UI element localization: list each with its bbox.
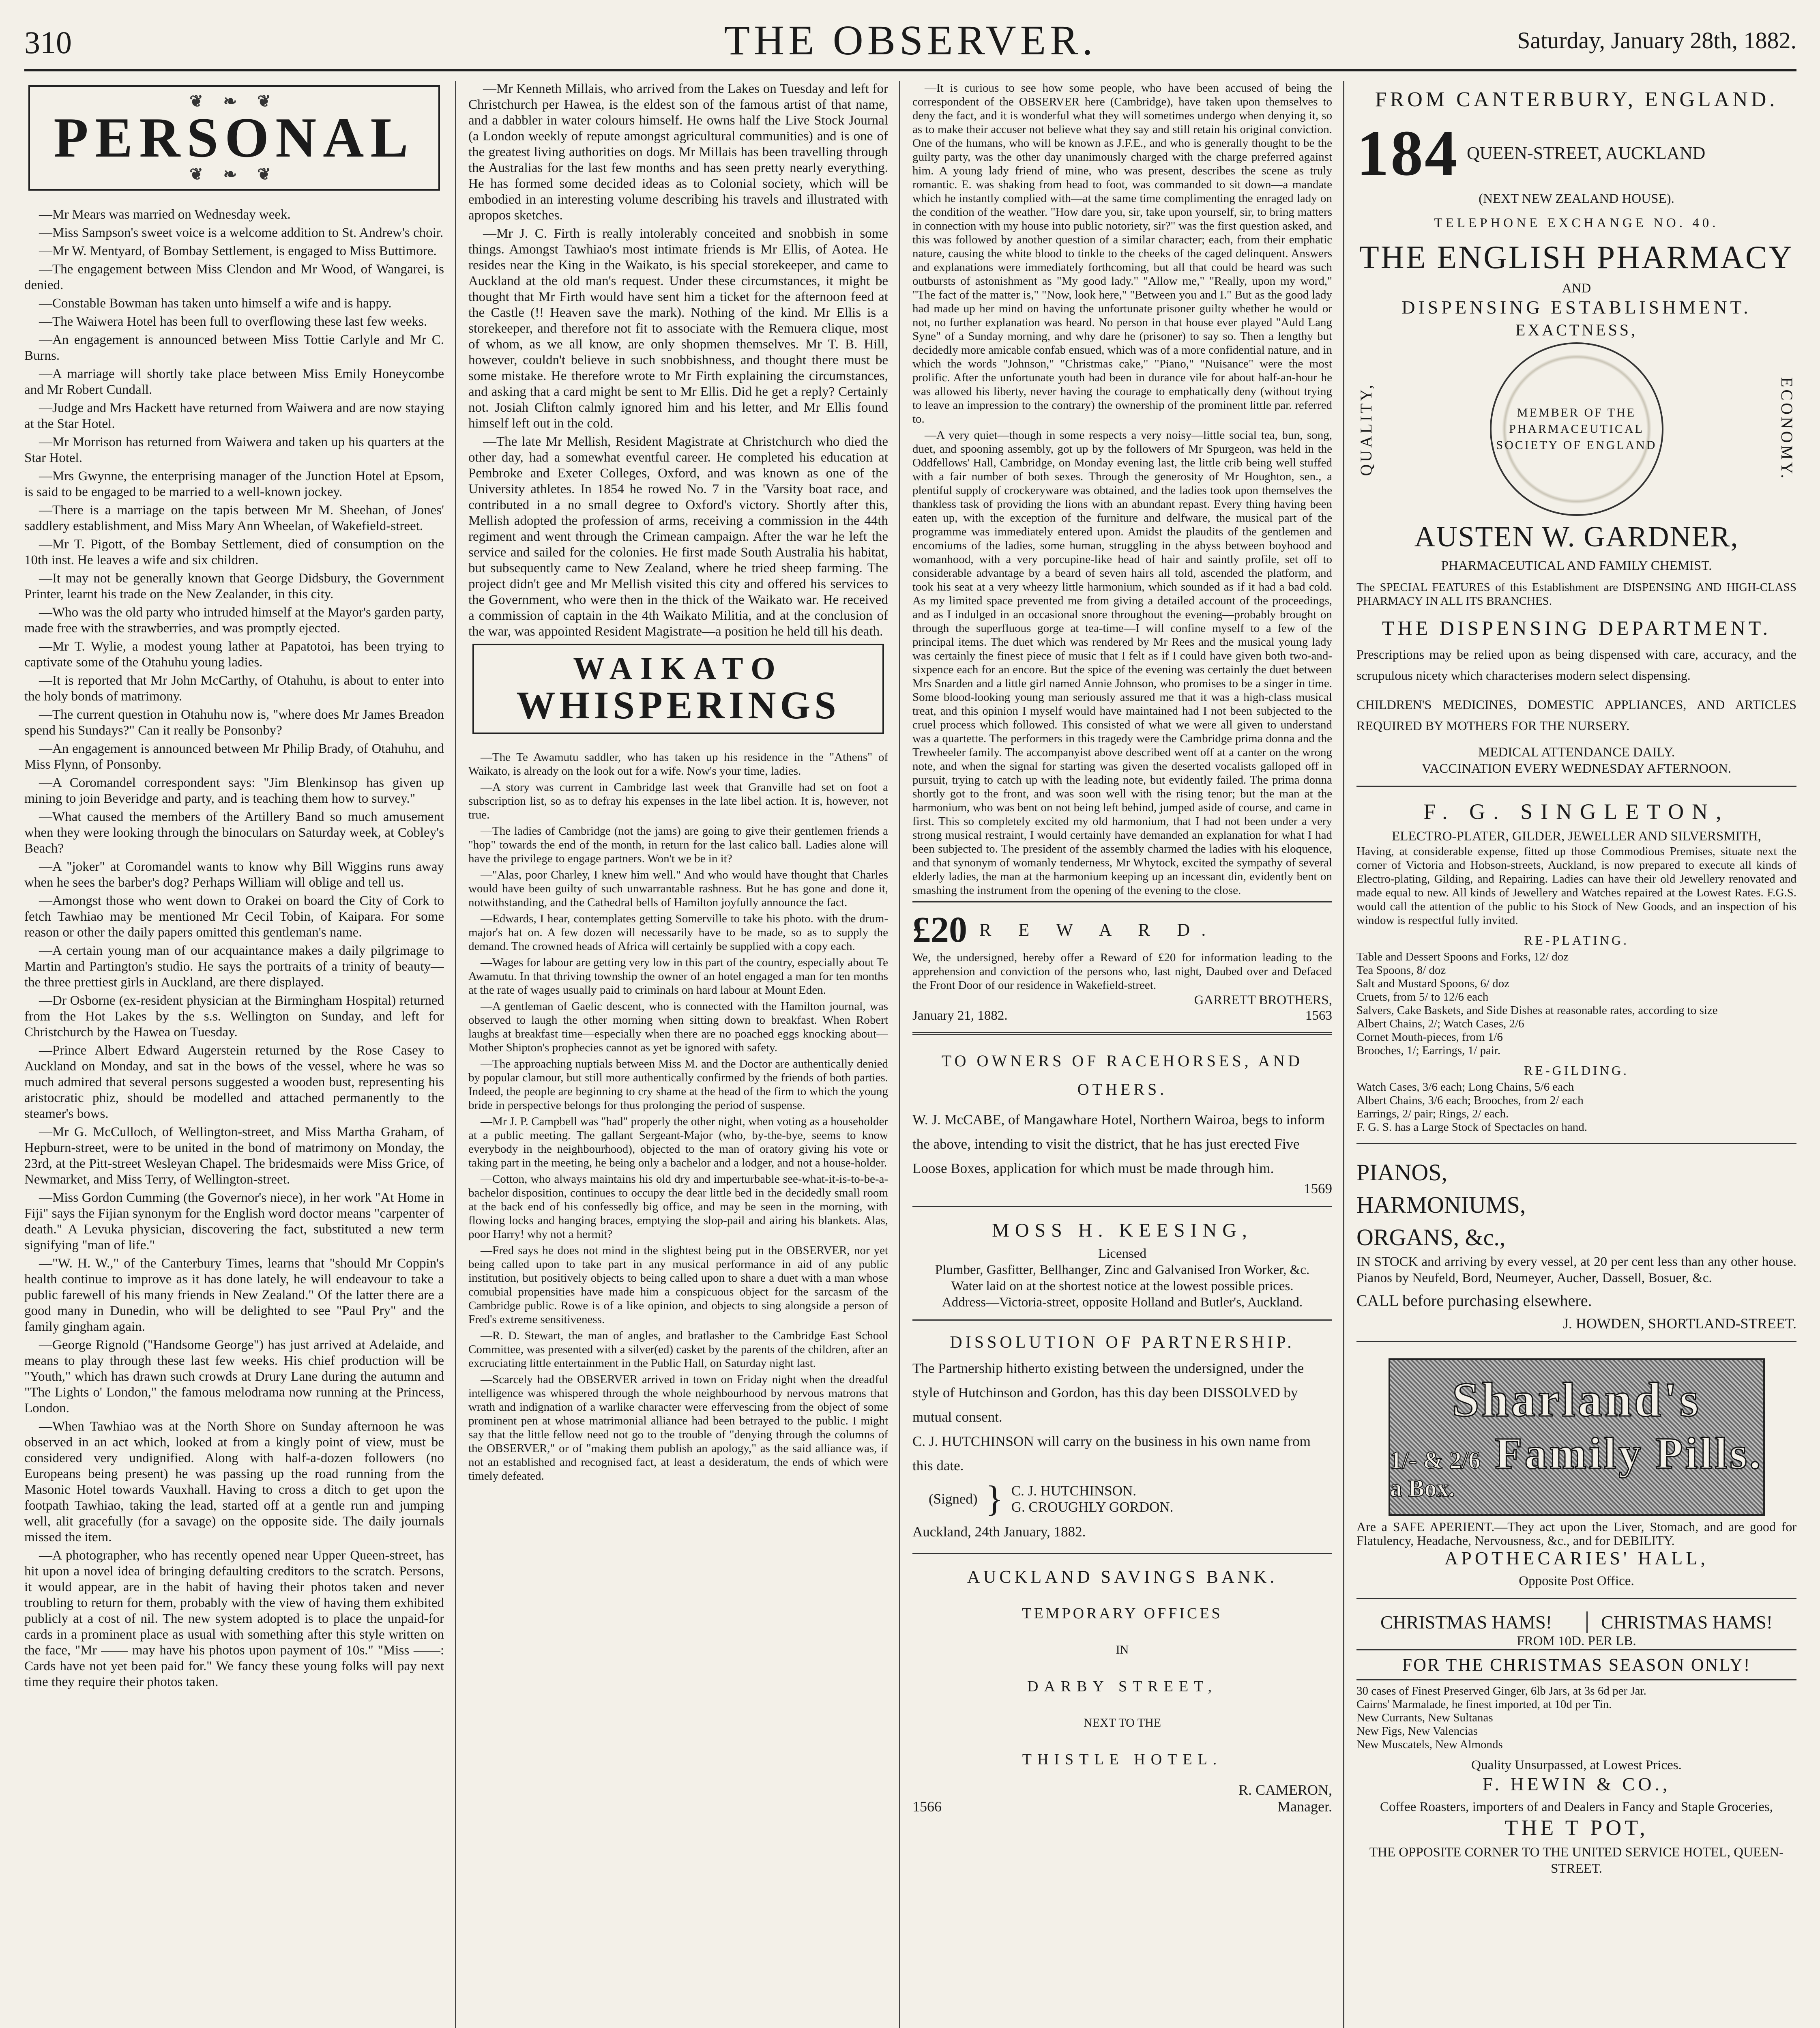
savings-line4: NEXT TO THE: [1083, 1716, 1161, 1729]
savings-line2: IN: [1116, 1643, 1129, 1656]
personal-paragraph: —Prince Albert Edward Augerstein returned by the Rose Casey to Auckland on Monday, and sat in the bows of the vessel, where he was so much admired that several persons suggested a wooden bust, representing his aristocratic phiz, should be modelled and attached permanently to the steamer's bows.: [24, 1043, 444, 1121]
replating-item: Salt and Mustard Spoons, 6/ doz: [1356, 977, 1509, 990]
dissolution-continuation: C. J. HUTCHINSON will carry on the business in his own name from this date.: [912, 1433, 1311, 1474]
pills-pills: Pills.: [1655, 1429, 1763, 1478]
personal-paragraph: —Mr T. Pigott, of the Bombay Settlement, died of consumption on the 10th inst. He leaves a wife and six children.: [24, 537, 444, 567]
regilding-item: F. G. S. has a Large Stock of Spectacles on hand.: [1356, 1121, 1587, 1134]
savings-line5: THISTLE HOTEL.: [1022, 1751, 1223, 1768]
dissolution-sig2: G. CROUGHLY GORDON.: [1011, 1499, 1174, 1515]
savings-manager-name: R. CAMERON,: [1238, 1782, 1332, 1798]
personal-paragraph: —Mr Morrison has returned from Waiwera and taken up his quarters at the Star Hotel.: [24, 435, 444, 465]
savings-line3: DARBY STREET,: [1027, 1678, 1218, 1695]
christmas-price: FROM 10D. PER LB.: [1517, 1634, 1636, 1648]
christmas-item: New Muscatels, New Almonds: [1356, 1738, 1503, 1751]
pharmacy-street: QUEEN-STREET, AUCKLAND: [1467, 143, 1706, 163]
racehorse-number: 1569: [1304, 1181, 1332, 1197]
personal-paragraph: —It may not be generally known that George Didsbury, the Government Printer, learnt his trade on the New Zealander, in this city.: [24, 571, 444, 602]
pharmacy-dispensing: DISPENSING ESTABLISHMENT.: [1401, 297, 1751, 318]
pharmacy-economy: ECONOMY.: [1778, 377, 1796, 481]
christmas-trade: Coffee Roasters, importers of and Dealers in Fancy and Staple Groceries,: [1380, 1800, 1773, 1814]
pharmacy-children: CHILDREN'S MEDICINES, DOMESTIC APPLIANCES, AND ARTICLES REQUIRED BY MOTHERS FOR THE NURSERY.: [1356, 697, 1796, 733]
replating-item: Brooches, 1/; Earrings, 1/ pair.: [1356, 1044, 1501, 1057]
reward-body: We, the undersigned, hereby offer a Reward of £20 for information leading to the apprehension and conviction of the persons who, last night, Daubed over and Defaced the Front Door of our residence in Wakefield-street.: [912, 951, 1332, 992]
replating-item: Salvers, Cake Baskets, and Side Dishes at reasonable rates, according to size: [1356, 1004, 1718, 1017]
personal-paragraph: —Mr J. C. Firth is really intolerably conceited and snobbish in some things. Amongst Tawhiao's most intimate friends is Mr Ellis, of Aotea. He resides near the King in the Waikato, is his special storekeeper, and came to Auckland at the old man's request. Under these circumstances, it might be thought that Mr Firth would have sent him a ticket for the afternoon feed at the Castle (!! Heaven save the mark). Nothing of the kind. Mr Ellis is a storekeeper, and therefore not fit to associate with the Remuera clique, most of whom, as we all know, are only shopmen themselves. Mr T. B. Hill, however, couldn't believe in such snobbishness, and thought there must be some mistake. He therefore wrote to Mr Firth explaining the circumstances, and asking that a card might be sent to Mr Ellis. Did he get a reply? Certainly not. Josiah Clifton calmly ignored him and his letter, and Mr Ellis found himself left out in the cold.: [468, 226, 888, 431]
dissolution-body: The Partnership hitherto existing between the undersigned, under the style of Hutchinson and Gordon, has this day been DISSOLVED by mutual consent.: [912, 1360, 1304, 1425]
replating-item: Tea Spoons, 8/ doz: [1356, 964, 1446, 977]
dissolution-ad: [912, 1326, 1332, 1554]
waikato-paragraph: —Scarcely had the OBSERVER arrived in town on Friday night when the dreadful intelligence was whispered through the whole neighbourhood by nervous matrons that wrath and indignation of a warlike character were effervescing from the object of some prominent pen at whose matrimonial alliance had been betrayed to the public. I might say that the little fellow need not go to the trouble of "denying through the columns of the OBSERVER," or of "making them publish an apology," as the said alliance was, if not an established and recognised fact, at least a desideratum, the ends of which were timely defeated.: [468, 1373, 888, 1482]
dissolution-sig1: C. J. HUTCHINSON.: [1011, 1482, 1136, 1499]
waikato-paragraph: —The Te Awamutu saddler, who has taken up his residence in the "Athens" of Waikato, is already on the look out for a wife. Now's your time, ladies.: [468, 750, 888, 778]
personal-heading: [28, 85, 440, 191]
dissolution-date: Auckland, 24th January, 1882.: [912, 1524, 1086, 1540]
reward-number: 1563: [1305, 1008, 1332, 1023]
personal-paragraph: —Mr T. Wylie, a modest young lather at Papatotoi, has been trying to captivate some of the Otahuhu young ladies.: [24, 639, 444, 670]
column-rule: [1343, 81, 1344, 2028]
christmas-items: [1356, 1684, 1796, 1751]
christmas-season: FOR THE CHRISTMAS SEASON ONLY!: [1356, 1649, 1796, 1680]
pianos-body: IN STOCK and arriving by every vessel, at 20 per cent less than any other house. Pianos by Neufeld, Bord, Neumeyer, Aucher, Dassell, Bosuer, &c.: [1356, 1255, 1796, 1285]
savings-heading: AUCKLAND SAVINGS BANK.: [967, 1567, 1278, 1587]
waikato-paragraph: —A story was current in Cambridge last week that Granville had set on foot a subscription list, so as to defray his expenses in the late libel action. It is, however, not true.: [468, 780, 888, 821]
waikato-paragraph: —The ladies of Cambridge (not the jams) are going to give their gentlemen friends a "hop" towards the end of the month, in return for the last calico ball. Ladies alone will have the privilege to engage partners. Won't we be in it?: [468, 824, 888, 865]
pharmacy-seal-icon: [1490, 342, 1663, 516]
waikato-heading-line2: WHISPERINGS: [516, 683, 840, 727]
brace-icon: }: [985, 1479, 1003, 1519]
pianos-line1: PIANOS,: [1356, 1159, 1447, 1186]
personal-paragraph: —"W. H. W.," of the Canterbury Times, learns that "should Mr Coppin's health continue to improve as it has done lately, he will endeavour to take a public farewell of his many friends in New Zealand." Of the latter there are a good many in Dunedin, who will be delighted to see "Paul Pry" and the family gingham again.: [24, 1256, 444, 1334]
keesing-notice: Water laid on at the shortest notice at the lowest possible prices.: [951, 1279, 1294, 1293]
personal-paragraph: —Mr Kenneth Millais, who arrived from the Lakes on Tuesday and left for Christchurch per Hawea, is the eldest son of the famous artist of that name, and a dabbler in water colours himself. He owns half the Live Stock Journal (a London weekly of repute amongst agricultural communities) and is one of the greatest living authorities on dogs. Mr Millais has been travelling through the Australias for the last few months and has seen pretty nearly everything. He has formed some decided ideas as to Colonial society, which will be embodied in an interesting volume describing his travels and illustrated with apropos sketches.: [468, 82, 888, 223]
waikato-paragraph: —It is curious to see how some people, who have been accused of being the correspondent of the OBSERVER here (Cambridge), have taken upon themselves to deny the fact, and it is wonderful what they will sometimes undergo when denying it, so as to make their accuser not believe what they say and still retain his original conviction. One of the humans, who will be known as J.F.E., and who is generally thought to be the guilty party, was the other day unanimously charged with the charge preferred against him. A young lady friend of mine, who was present, describes the scene as truly romantic. E. was shaking from head to foot, was commanded to sit down—a mandate which he instantly complied with—at the same time complimenting the enraged lady on the condition of the weather. "How dare you, sir, take upon yourself, sir, to bring matters in connection with my house into public notoriety, sir?" was the first question asked, and this was followed by another question of a similar character; each, from their emphatic nature, causing the white blood to tinkle to the cheeks of the caged delinquent. Answers and explanations were immediately forthcoming, but all that could be heard was such outbursts of astonishment as "My good lady." "Allow me," "Really, upon my word," "The fact of the matter is," "Now, look here," "Between you and I." But as the good lady had made up her mind on having the unfortunate prisoner guilty whether he would or not, no further explanation was heard. No person in that house ever played "Auld Lang Syne" of a Sunday morning, and why dare he (prisoner) to say so. Then a lengthy but decidedly more amicable confab ensued, which was of a more confidential nature, and in which the words "Johnson," "Christmas cake," "Piano," "Nuisance" were the most prolific. After the unfortunate youth had been in durance vile for about half-an-hour he was allowed his liberty, never having the courage to emphatically deny (without trying to leave an impression to the contrary) the ownership of the prominent little par. referred to.: [912, 82, 1332, 425]
pharmacy-exactness: EXACTNESS,: [1515, 321, 1638, 339]
personal-paragraph: —A photographer, who has recently opened near Upper Queen-street, has hit upon a novel idea of bringing defaulting creditors to the scratch. Persons, it would appear, are in the habit of having their photos taken and never troubling to return for them, probably with the view of having them exhibited publicly at a cost of nil. The new system adopted is to place the unpaid-for cards in a prominent place as usual with something after this style written on the face, "Mr —— may have his photos upon payment of 10s." "Miss ——: Cards have not yet been paid for." We fancy these young folks will pay next time they require their photos taken.: [24, 1548, 444, 1689]
pharmacy-ad: [1356, 81, 1796, 787]
waikato-paragraph: —"Alas, poor Charley, I knew him well." And who would have thought that Charles would have been guilty of such unwarrantable rashness. But he has gone and done it, notwithstanding, and the Cathedral bells of Hamilton joyfully announce the fact.: [468, 868, 888, 909]
savings-ad: [912, 1560, 1332, 1824]
paper-title: THE OBSERVER.: [724, 17, 1097, 64]
singleton-regilding-title: RE-GILDING.: [1524, 1063, 1629, 1078]
pharmacy-and: AND: [1562, 281, 1591, 296]
personal-paragraph: —Constable Bowman has taken unto himself a wife and is happy.: [39, 296, 392, 311]
pills-shop: APOTHECARIES' HALL,: [1444, 1548, 1708, 1568]
personal-paragraph: —A Coromandel correspondent says: "Jim Blenkinsop has given up mining to join Beveridge and party, and is teaching them how to survey.": [24, 776, 444, 806]
column-rule: [899, 81, 900, 2028]
pharmacy-medical: MEDICAL ATTENDANCE DAILY.: [1478, 745, 1675, 760]
christmas-left: CHRISTMAS HAMS!: [1380, 1612, 1552, 1633]
waikato-paragraph: —Wages for labour are getting very low in this part of the country, especially about Te Awamutu. In that thriving township the owner of an hotel engaged a man for ten months at the rate of wages usually paid to criminals on hard labour at Mount Eden.: [468, 956, 888, 997]
waikato-heading-line1: WAIKATO: [573, 651, 783, 686]
personal-paragraph: —An engagement is announced between Mr Philip Brady, of Otahuhu, and Miss Flynn, of Ponsonby.: [24, 741, 444, 772]
replating-item: Albert Chains, 2/; Watch Cases, 2/6: [1356, 1017, 1524, 1030]
pharmacy-next: (NEXT NEW ZEALAND HOUSE).: [1479, 191, 1674, 206]
christmas-ad: [1356, 1605, 1796, 1886]
pianos-signature: J. HOWDEN, SHORTLAND-STREET.: [1562, 1315, 1796, 1332]
masthead: [24, 8, 1796, 71]
reward-date: January 21, 1882.: [912, 1008, 1008, 1023]
waikato-paragraph: —Fred says he does not mind in the slightest being put in the OBSERVER, nor yet being called upon to take part in any musical performance in aid of any public institution, but positively objects to being called upon to share a duet with a man whose comubial propensities have made him a conspicuous object for the sarcasm of the Cambridge public. Rowe is of a like opinion, and objects to sing alongside a person of Fred's extreme sensitiveness.: [468, 1244, 888, 1326]
pills-body: Are a SAFE APERIENT.—They act upon the Liver, Stomach, and are good for Flatulency, Headache, Nervousness, &c., and for DEBILITY.: [1356, 1519, 1796, 1548]
waikato-paragraph: —The approaching nuptials between Miss M. and the Doctor are authentically denied by popular clamour, but still more authentically confirmed by the friends of both parties. Indeed, the people are beginning to cry shame at the head of the firm to which the young bride in perspective belongs for thus prolonging the period of suspense.: [468, 1057, 888, 1112]
savings-manager-title: Manager.: [1277, 1798, 1332, 1815]
pharmacy-vaccination: VACCINATION EVERY WEDNESDAY AFTERNOON.: [1421, 761, 1732, 776]
personal-paragraph: —An engagement is announced between Miss Tottie Carlyle and Mr C. Burns.: [24, 333, 444, 363]
personal-paragraph: —Judge and Mrs Hackett have returned from Waiwera and are now staying at the Star Hotel.: [24, 401, 444, 431]
personal-paragraph: —It is reported that Mr John McCarthy, of Otahuhu, is about to enter into the holy bonds of matrimony.: [24, 673, 444, 704]
personal-paragraph: —Mr W. Mentyard, of Bombay Settlement, is engaged to Miss Buttimore.: [39, 244, 437, 258]
keesing-trades: Plumber, Gasfitter, Bellhanger, Zinc and Galvanised Iron Worker, &c.: [935, 1263, 1310, 1277]
waikato-paragraph: —Edwards, I hear, contemplates getting Somerville to take his photo. with the drum-major's hat on. A few dozen will necessarily have to be made, so as to supply the demand. The crowned heads of Africa will certainly be supplied with a copy each.: [468, 912, 888, 953]
singleton-body: Having, at considerable expense, fitted up those Commodious Premises, situate next the corner of Victoria and Hobson-streets, Auckland, is now prepared to execute all kinds of Electro-plating, Gilding, and Repairing. Ladies can have their old Jewellery renovated and made equal to new. All kinds of Jewellery and Watches repaired at the Lowest Rates. F.G.S. would call the attention of the public to his Stock of New Goods, and an inspection of his window is respectful fully invited.: [1356, 845, 1796, 927]
waikato-paragraph: —A gentleman of Gaelic descent, who is connected with the Hamilton journal, was observed to laugh the other morning when sitting down to breakfast. When Robert laughs at breakfast time—especially when there are no poached eggs knocking about—Mother Shipton's prophecies cannot as yet be ignored with safety.: [468, 999, 888, 1054]
christmas-quality: Quality Unsurpassed, at Lowest Prices.: [1471, 1758, 1682, 1772]
singleton-ad: [1356, 793, 1796, 1144]
waikato-heading: [472, 644, 884, 734]
flourish-icon: ❦ ❧ ❦: [189, 165, 279, 183]
personal-paragraph: —Dr Osborne (ex-resident physician at the Birmingham Hospital) returned from the Hot Lakes by the s.s. Wellington on Sunday, and left for Christchurch by the Hawea on Tuesday.: [24, 993, 444, 1040]
christmas-pot: THE T POT,: [1505, 1815, 1648, 1840]
savings-number: 1566: [912, 1798, 942, 1815]
pharmacy-features: The SPECIAL FEATURES of this Establishment are DISPENSING AND HIGH-CLASS PHARMACY IN ALL ITS BRANCHES.: [1356, 581, 1796, 608]
pharmacy-proprietor-title: PHARMACEUTICAL AND FAMILY CHEMIST.: [1441, 559, 1712, 573]
personal-paragraph: —The engagement between Miss Clendon and Mr Wood, of Wangarei, is denied.: [24, 262, 444, 292]
sharlands-pills-logo: [1389, 1358, 1765, 1516]
pharmacy-seal-text: MEMBER OF THE PHARMACEUTICAL SOCIETY OF ENGLAND: [1496, 406, 1657, 452]
reward-amount: £20: [912, 910, 967, 950]
replating-item: Table and Dessert Spoons and Forks, 12/ doz: [1356, 950, 1569, 963]
pills-brand: Sharland's: [1452, 1373, 1701, 1426]
pharmacy-dept-heading: THE DISPENSING DEPARTMENT.: [1382, 617, 1771, 639]
page-number: 310: [24, 25, 72, 60]
pharmacy-dept-body: Prescriptions may be relied upon as being dispensed with care, accuracy, and the scrupulous nicety which characterises modern select dispensing.: [1356, 647, 1796, 683]
pharmacy-name: THE ENGLISH PHARMACY: [1359, 240, 1794, 275]
pharmacy-number: 184: [1356, 117, 1459, 189]
replating-item: Cruets, from 5/ to 12/6 each: [1356, 990, 1489, 1003]
singleton-subtitle: ELECTRO-PLATER, GILDER, JEWELLER AND SILVERSMITH,: [1392, 829, 1761, 844]
christmas-item: New Currants, New Sultanas: [1356, 1711, 1493, 1724]
pharmacy-proprietor: AUSTEN W. GARDNER,: [1414, 520, 1739, 553]
regilding-item: Albert Chains, 3/6 each; Brooches, from 2/ each: [1356, 1094, 1584, 1107]
waikato-paragraphs: [468, 750, 888, 1483]
column-personal: [24, 81, 444, 2028]
keesing-name: MOSS H. KEESING,: [992, 1220, 1253, 1241]
waikato-paragraph: —R. D. Stewart, the man of angles, and bratlasher to the Cambridge East School Committee, was presented with a silver(ed) casket by the parents of the children, after an excruciating little entertainment in the Public Hall, on Saturday night last.: [468, 1329, 888, 1370]
personal-paragraph: —The late Mr Mellish, Resident Magistrate at Christchurch who died the other day, had a somewhat eventful career. He completed his education at Pembroke and Exeter Colleges, Oxford, and was known as one of the University athletes. In 1854 he rowed No. 7 in the 'Varsity boat race, and contributed in a no small degree to Oxford's victory. Shortly after this, Mellish adopted the profession of arms, receiving a commission in the 44th regiment and went through the Crimean campaign. After the war he left the service and sailed for the colonies. He first made South Australia his habitat, but subsequently came to New Zealand, where he tried sheep farming. The project didn't gee and Mr Mellish visited this city and offered his services to the Government, who were then in the thick of the Waikato war. He received a commission of captain in the 4th Waikato Militia, and at the conclusion of the war, was appointed Resident Magistrate—a position he held till his death.: [468, 434, 888, 639]
issue-date: Saturday, January 28th, 1882.: [1517, 27, 1796, 54]
column-rule: [455, 81, 456, 2028]
replating-item: Cornet Mouth-pieces, from 1/6: [1356, 1031, 1503, 1044]
waikato-paragraphs-continued: [912, 81, 1332, 897]
personal-paragraph: —The current question in Otahuhu now is, "where does Mr James Breadon spend his Sundays?" Can it really be Ponsonby?: [24, 707, 444, 738]
reward-signature: GARRETT BROTHERS,: [1194, 993, 1332, 1008]
christmas-item: Cairns' Marmalade, he finest imported, at 10d per Tin.: [1356, 1698, 1612, 1711]
pianos-ad: [1356, 1150, 1796, 1342]
column-ads: [1356, 81, 1796, 2028]
personal-heading-text: PERSONAL: [54, 106, 415, 169]
keesing-licensed: Licensed: [1098, 1246, 1147, 1261]
christmas-item: 30 cases of Finest Preserved Ginger, 6lb Jars, at 3s 6d per Jar.: [1356, 1684, 1646, 1697]
waikato-paragraph: —Cotton, who always maintains his old dry and imperturbable see-what-it-is-to-be-a-bachelor disposition, continues to occupy the dear little bed in the decidedly small room at the back end of his confessedly big office, and may be seen in the morning, with flowing locks and hanging braces, emptying the slop-pail and airing his blankets. Alas, poor Harry! why not a hermit?: [468, 1172, 888, 1241]
waikato-paragraph: —A very quiet—though in some respects a very noisy—little social tea, bun, song, duet, and spooning assembly, got up by the followers of Mr Spurgeon, was held in the Oddfellows' Hall, Cambridge, on Monday evening last, the little crib being well stuffed with a fair number of both sexes. Through the generosity of Mr Houghton, sen., a plentiful supply of crockeryware was obtained, and the ladies took upon themselves the thankless task of providing the lions with an abundant repast. Every thing having been eaten up, with the exception of the furniture and delfware, the musical part of the programme was immediately entered upon. Amidst the plaudits of the gentlemen and encomiums of the ladies, some human, struggling in the abyss between boyhood and womanhood, with a very porcupine-like head of hair and saintly profile, set off to considerable advantage by a beard of seven hairs all told, ascended the platform, and took his seat at a very wheezy little harmonium, which sounded as if it had a bad cold. As my limited space prevented me from giving a detailed account of the proceedings, and as I indulged in an occasional snore throughout the evening—probably brought on through the superfluous gorge at tea-time—I will confine myself to a few of the principal items. The duet which was rendered by Mr Rees and the musical young lady was certainly the finest piece of music that I felt as if I could have given both two-and-sixpence each for an encore. But the spice of the evening was certainly the duet between Mrs Snarden and a little girl named Annie Johnson, who promises to be a singer in time. Some blood-looking young man seriously assured me that it was a high-class musical treat, and this opinion I myself would have maintained had I not been subjected to the cruel process which followed. This consisted of what we were all given to understand was a quartette. The performers in this tragedy were the Cambridge prima donna and the Trewheeler family. The accompanyist above described went off at a canter on the wrong note, and when the signal for starting was given the deserted vocalists galloped off in pursuit, trying to catch up with the leading note, but evidently failed. The prima donna shortly got to the front, and was soon well with the rising tenor; but the man at the harmonium, who was bent on not being left behind, jumped aside of course, and came in first. This so completely excited my old harmonium, that I had not been under a very strong musical restraint, I would certainly have demanded an explanation for what I had been subjected to. The president of the assembly charmed the ladies with his eloquence, and that synonym of womanly tenderness, Mr Whytock, excited the sympathy of several elderly ladies, the man at the harmonium keeping up an incessant din, evidently bent on smashing the instrument from the opening of the evening to the close.: [912, 429, 1332, 897]
dissolution-signed: (Signed): [929, 1491, 978, 1507]
column-three: [912, 81, 1332, 2028]
personal-paragraphs-continued: [468, 81, 888, 640]
pianos-line2: HARMONIUMS,: [1356, 1192, 1526, 1218]
personal-paragraph: —Miss Sampson's sweet voice is a welcome addition to St. Andrew's choir.: [39, 226, 444, 240]
christmas-right: CHRISTMAS HAMS!: [1586, 1611, 1786, 1633]
waikato-paragraph: —Mr J. P. Campbell was "had" properly the other night, when voting as a householder at a public meeting. The gallant Sergeant-Major (who, by-the-bye, seems to know everybody in the neighbourhood), objected to the man of oratory giving his vote or taking part in the meeting, he being only a bachelor and a lodger, and not a house-holder.: [468, 1115, 888, 1169]
pharmacy-quality: QUALITY,: [1357, 382, 1375, 476]
personal-paragraph: —There is a marriage on the tapis between Mr M. Sheehan, of Jones' saddlery establishment, and Miss Mary Ann Wheelan, of Wakefield-street.: [24, 503, 444, 533]
pianos-line3: ORGANS, &c.,: [1356, 1224, 1506, 1250]
racehorse-ad: [912, 1040, 1332, 1207]
personal-paragraph: —A marriage will shortly take place between Miss Emily Honeycombe and Mr Robert Cundall.: [24, 367, 444, 397]
personal-paragraph: —What caused the members of the Artillery Band so much amusement when they were looking through the binoculars on Saturday week, at Cobley's Beach?: [24, 810, 444, 856]
personal-paragraph: —Mrs Gwynne, the enterprising manager of the Junction Hotel at Epsom, is said to be engaged to be married to a well-known jockey.: [24, 469, 444, 499]
personal-paragraph: —Mr Mears was married on Wednesday week.: [39, 207, 291, 222]
christmas-item: New Figs, New Valencias: [1356, 1725, 1478, 1738]
christmas-address: THE OPPOSITE CORNER TO THE UNITED SERVICE HOTEL, QUEEN-STREET.: [1369, 1845, 1784, 1876]
racehorse-heading: TO OWNERS OF RACEHORSES, AND OTHERS.: [941, 1052, 1303, 1098]
column-waikato: [468, 81, 888, 2028]
pills-address: Opposite Post Office.: [1519, 1574, 1634, 1588]
singleton-replating-title: RE-PLATING.: [1524, 933, 1629, 947]
singleton-replating-list: [1356, 950, 1796, 1057]
flourish-icon: ❦ ❧ ❦: [189, 92, 279, 110]
pharmacy-heading: FROM CANTERBURY, ENGLAND.: [1375, 88, 1778, 111]
pills-price: 1/- & 2/6 a Box.: [1390, 1447, 1481, 1502]
personal-paragraph: —A "joker" at Coromandel wants to know why Bill Wiggins runs away when he sees the barber's dog? Perhaps William will oblige and tell us.: [24, 859, 444, 890]
personal-paragraph: —The Waiwera Hotel has been full to overflowing these last few weeks.: [39, 314, 427, 329]
personal-paragraph: —George Rignold ("Handsome George") has just arrived at Adelaide, and means to play through these last few weeks. His chief production will be "Youth," which has drawn such crowds at Drury Lane during the autumn and "The Lights o' London," the famous melodrama now running at the Princess, London.: [24, 1338, 444, 1416]
personal-paragraph: —Miss Gordon Cumming (the Governor's niece), in her work "At Home in Fiji" says the Fijian synonym for the English word doctor means "carpenter of death." A Levuka physician, discovering the fact, substituted a new term signifying "man of life.": [24, 1190, 444, 1252]
reward-ad: [912, 901, 1332, 1035]
pills-ad: [1356, 1348, 1796, 1599]
personal-paragraph: —When Tawhiao was at the North Shore on Sunday afternoon he was observed in an act which, looked at from a kingly point of view, must be considered very undignified. Along with half-a-dozen followers (no Europeans being present) he was passing up the road running from the Masonic Hotel towards Vauxhall. Having to cross a ditch to get upon the footpath Tawhiao, taking the lead, started off at a gentle run and jumping well, alit gracefully (for a savage) on the opposite side. The daily journals missed the item.: [24, 1419, 444, 1545]
savings-line1: TEMPORARY OFFICES: [1022, 1605, 1223, 1622]
keesing-ad: [912, 1213, 1332, 1321]
racehorse-body: W. J. McCABE, of Mangawhare Hotel, Northern Wairoa, begs to inform the above, intending to visit the district, that he has just erected Five Loose Boxes, application for which must be made through him.: [912, 1112, 1325, 1176]
personal-paragraphs: [24, 207, 444, 1690]
regilding-item: Earrings, 2/ pair; Rings, 2/ each.: [1356, 1107, 1509, 1120]
personal-paragraph: —Mr G. McCulloch, of Wellington-street, and Miss Martha Graham, of Hepburn-street, were to be united in the bond of matrimony on Monday, the 23rd, at the Pitt-street Wesleyan Chapel. The bridesmaids were Miss Grice, of Newmarket, and Miss Terry, of Wellington-street.: [24, 1125, 444, 1187]
keesing-address: Address—Victoria-street, opposite Holland and Butler's, Auckland.: [942, 1295, 1303, 1310]
pills-family: Family: [1495, 1429, 1644, 1478]
pharmacy-telephone: TELEPHONE EXCHANGE NO. 40.: [1434, 216, 1719, 230]
dissolution-heading: DISSOLUTION OF PARTNERSHIP.: [950, 1333, 1295, 1352]
christmas-firm: F. HEWIN & CO.,: [1482, 1774, 1671, 1794]
regilding-item: Watch Cases, 3/6 each; Long Chains, 5/6 each: [1356, 1081, 1574, 1093]
reward-heading: R E W A R D.: [979, 920, 1217, 940]
singleton-regilding-list: [1356, 1081, 1796, 1134]
personal-paragraph: —Amongst those who went down to Orakei on board the City of Cork to fetch Tawhiao may be mentioned Mr Cecil Tobin, of Kaipara. For some reason or other the daily papers omitted this gentleman's name.: [24, 894, 444, 940]
personal-paragraph: —A certain young man of our acquaintance makes a daily pilgrimage to Martin and Partington's studio. He says the portraits of a trinity of beauty—the three prettiest girls in Auckland, are there displayed.: [24, 943, 444, 990]
singleton-heading: F. G. SINGLETON,: [1423, 799, 1730, 824]
pianos-call: CALL before purchasing elsewhere.: [1356, 1291, 1592, 1310]
personal-paragraph: —Who was the old party who intruded himself at the Mayor's garden party, made free with the strawberries, and was promptly ejected.: [24, 605, 444, 636]
